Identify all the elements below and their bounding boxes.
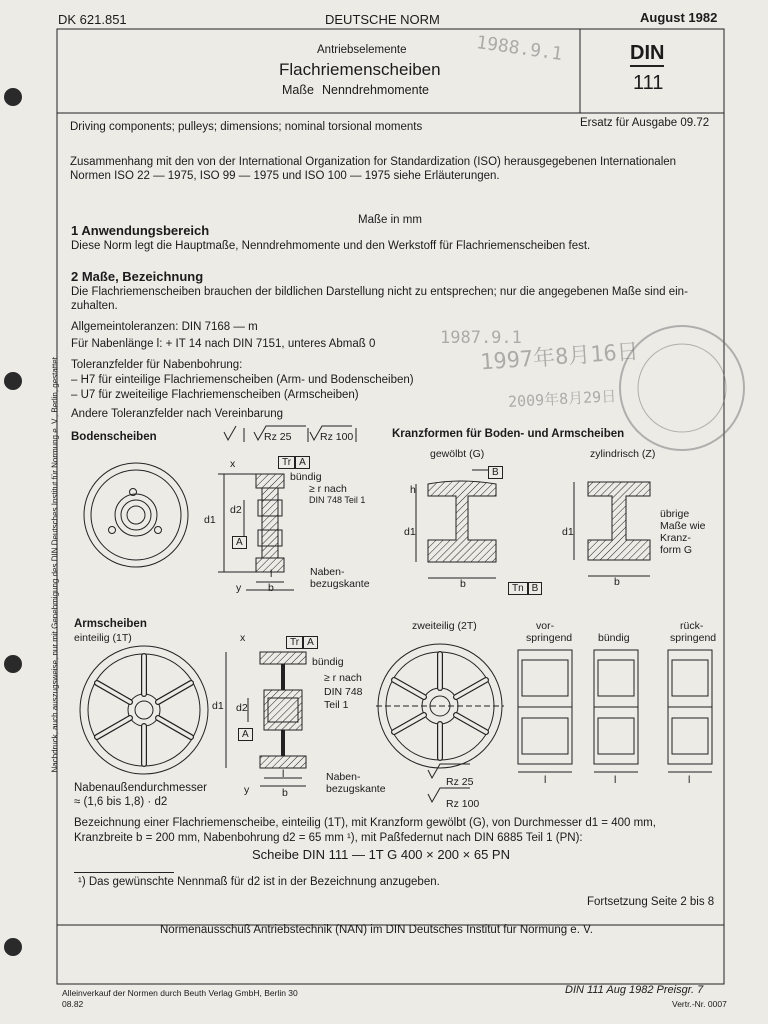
tolerance-6: Andere Toleranzfelder nach Vereinbarung: [71, 408, 284, 420]
label-d2-top: d2: [230, 504, 242, 516]
designation-example: Scheibe DIN 111 — 1T G 400 × 200 × 65 PN: [252, 847, 510, 862]
label-buendig-hub: bündig: [598, 632, 630, 644]
label-armscheiben-2: einteilig (1T): [74, 632, 132, 644]
label-rz100-top: Rz 100: [320, 431, 354, 443]
label-rz25: Rz 25: [446, 776, 474, 788]
datum-b-ref: B: [528, 582, 543, 595]
din-label: DIN: [630, 42, 664, 67]
label-buendig-arm: bündig: [312, 656, 344, 668]
label-l-top: l: [270, 568, 273, 580]
datum-a-arm-label: A: [238, 728, 253, 741]
committee: Normenausschuß Antriebstechnik (NAN) im DIN Deutsches Institut für Normung e. V.: [160, 924, 593, 936]
label-h: h: [410, 484, 416, 496]
label-din748-arm-a: DIN 748: [324, 686, 363, 698]
label-rueck-2: springend: [670, 632, 717, 644]
label-d2-arm: d2: [236, 702, 248, 714]
label-vorspringend-2: springend: [526, 632, 573, 644]
tolerance-3: Toleranzfelder für Nabenbohrung:: [71, 359, 243, 371]
designation-line2: Kranzbreite b = 200 mm, Nabenbohrung d2 = 65 mm ¹), mit Paßfedernut nach DIN 6885 Teil 1 (PN):: [74, 832, 583, 844]
english-title: Driving components; pulleys; dimensions; nominal torsional moments: [70, 121, 423, 133]
label-rueck-1: rück-: [680, 620, 704, 632]
stamp-1987: 1987.9.1: [440, 328, 522, 348]
bodenscheibe-section: [218, 474, 294, 590]
label-bodenscheiben: Bodenscheiben: [71, 431, 157, 443]
label-b-zyl: b: [614, 576, 620, 588]
side-copyright: Nachdruck, auch auszugsweise, nur mit Genehmigung des DIN Deutsches Institut für Normung e. V., Berlin, gestattet.: [50, 354, 60, 773]
hub-vorspringend: [518, 650, 572, 772]
armscheibe-2t-front: [376, 644, 504, 768]
uebrige-2: Maße wie: [660, 520, 706, 532]
label-y-arm: y: [244, 784, 250, 796]
label-b-arm: b: [282, 787, 288, 799]
label-vorspringend-1: vor-: [536, 620, 555, 632]
tn-symbol: Tn: [508, 582, 528, 595]
label-kranzformen: Kranzformen für Boden- und Armscheiben: [392, 428, 625, 440]
box-tn: [508, 578, 542, 596]
label-x-arm: x: [240, 632, 246, 644]
label-rz25-top: Rz 25: [264, 431, 292, 443]
designation-line1: Bezeichnung einer Flachriemenscheibe, einteilig (1T), mit Kranzform gewölbt (G), von Durchmesser d1 = 400 mm,: [74, 817, 656, 829]
footer-right-1: DIN 111 Aug 1982 Preisgr. 7: [565, 984, 704, 996]
units-note: Maße in mm: [358, 214, 422, 226]
label-armscheiben-1: Armscheiben: [74, 618, 147, 630]
label-ge-r-top: ≥ r nach: [309, 483, 347, 495]
label-l-hub-3: l: [688, 774, 691, 786]
stamp-2009: 2009年8月29日: [507, 387, 617, 411]
hub-rueckspringend: [668, 650, 712, 772]
norm-label: DEUTSCHE NORM: [325, 12, 440, 27]
label-gewoelbt: gewölbt (G): [430, 448, 485, 460]
label-d1-arm: d1: [212, 700, 224, 712]
section2-line2: zuhalten.: [71, 300, 118, 312]
subtitle-right: Nenndrehmomente: [322, 83, 430, 97]
label-naben-arm-1: Naben-: [326, 771, 361, 783]
din-number: 111: [633, 72, 664, 94]
nabenaussen-1: Nabenaußendurchmesser: [74, 782, 207, 794]
tolerance-5: – U7 für zweiteilige Flachriemenscheiben (Armscheiben): [71, 389, 359, 401]
label-d1-zyl: d1: [562, 526, 574, 538]
bodenscheibe-front: [84, 463, 188, 567]
nabenaussen-2: ≈ (1,6 bis 1,8) · d2: [74, 796, 168, 808]
replaces-note: Ersatz für Ausgabe 09.72: [580, 117, 710, 129]
kranz-zylindrisch: [574, 482, 650, 576]
label-zylindrisch: zylindrisch (Z): [590, 448, 656, 460]
label-l-arm: l: [282, 768, 285, 780]
section2-heading: 2 Maße, Bezeichnung: [71, 269, 204, 284]
issue-date: August 1982: [640, 10, 718, 25]
stamp-1997: 1997年8月16日: [479, 339, 640, 376]
tolerance-4: – H7 für einteilige Flachriemenscheiben (Arm- und Bodenscheiben): [71, 374, 414, 386]
page-title: Flachriemenscheiben: [279, 60, 441, 79]
armscheibe-front: [80, 646, 208, 774]
section1-text: Diese Norm legt die Hauptmaße, Nenndrehmomente und den Werkstoff für Flachriemenscheiben fest.: [71, 240, 591, 252]
datum-a-arm: A: [303, 636, 318, 649]
label-naben-top-1: Naben-: [310, 566, 345, 578]
label-x-top: x: [230, 458, 236, 470]
tr-symbol: Tr: [278, 456, 295, 469]
footnote-rule: [74, 872, 174, 873]
label-naben-arm-2: bezugskante: [326, 783, 386, 795]
label-d1-kranz: d1: [404, 526, 416, 538]
footer-code: 08.82: [62, 999, 84, 1009]
tolerance-2: Für Nabenlänge l: + IT 14 nach DIN 7151, unteres Abmaß 0: [71, 338, 376, 350]
subject: Antriebselemente: [317, 44, 407, 56]
stamp-1988: 1988.9.1: [474, 32, 564, 65]
label-din748-top: DIN 748 Teil 1: [309, 495, 366, 505]
section2-line1: Die Flachriemenscheiben brauchen der bildlichen Darstellung nicht zu entsprechen; nur die angegebenen Maße sind ein-: [71, 286, 688, 298]
box-tr-arm: [286, 632, 318, 650]
footer-sale: Alleinverkauf der Normen durch Beuth Verlag GmbH, Berlin 30: [62, 988, 298, 998]
uebrige-4: form G: [660, 544, 693, 556]
continuation: Fortsetzung Seite 2 bis 8: [587, 896, 715, 908]
armscheibe-section: [226, 652, 306, 786]
box-a-top: [232, 532, 247, 550]
iso-note-2: Normen ISO 22 — 1975, ISO 99 — 1975 und ISO 100 — 1975 siehe Erläuterungen.: [70, 170, 500, 182]
label-buendig-top: bündig: [290, 471, 322, 483]
label-din748-arm-b: Teil 1: [324, 699, 349, 711]
datum-a: A: [295, 456, 310, 469]
uebrige-1: übrige: [660, 508, 690, 520]
label-d1-top: d1: [204, 514, 216, 526]
box-b-kranz: [488, 462, 503, 480]
datum-a-label: A: [232, 536, 247, 549]
footer-right-2: Vertr.-Nr. 0007: [672, 999, 727, 1009]
label-zweiteilig: zweiteilig (2T): [412, 620, 477, 632]
dk-number: DK 621.851: [58, 12, 127, 27]
footnote: ¹) Das gewünschte Nennmaß für d2 ist in der Bezeichnung anzugeben.: [78, 876, 440, 888]
label-naben-top-2: bezugskante: [310, 578, 370, 590]
hub-buendig: [594, 650, 638, 772]
label-l-hub-1: l: [544, 774, 547, 786]
label-b-top: b: [268, 582, 274, 594]
uebrige-3: Kranz-: [660, 532, 691, 544]
iso-note-1: Zusammenhang mit den von der International Organization for Standardization (ISO) herausgegebenen Internationalen: [70, 156, 677, 168]
label-ge-r-arm: ≥ r nach: [324, 672, 362, 684]
label-b-kranz: b: [460, 578, 466, 590]
subtitle-left: Maße: [282, 83, 314, 97]
box-a-arm: [238, 724, 253, 742]
tr-symbol-arm: Tr: [286, 636, 303, 649]
datum-b: B: [488, 466, 503, 479]
label-l-hub-2: l: [614, 774, 617, 786]
label-y-top: y: [236, 582, 242, 594]
section1-heading: 1 Anwendungsbereich: [71, 223, 210, 238]
kranz-gewoelbt: [416, 481, 496, 578]
tolerance-1: Allgemeintoleranzen: DIN 7168 — m: [71, 321, 258, 333]
box-tr-top: [278, 452, 310, 470]
label-rz100: Rz 100: [446, 798, 480, 810]
